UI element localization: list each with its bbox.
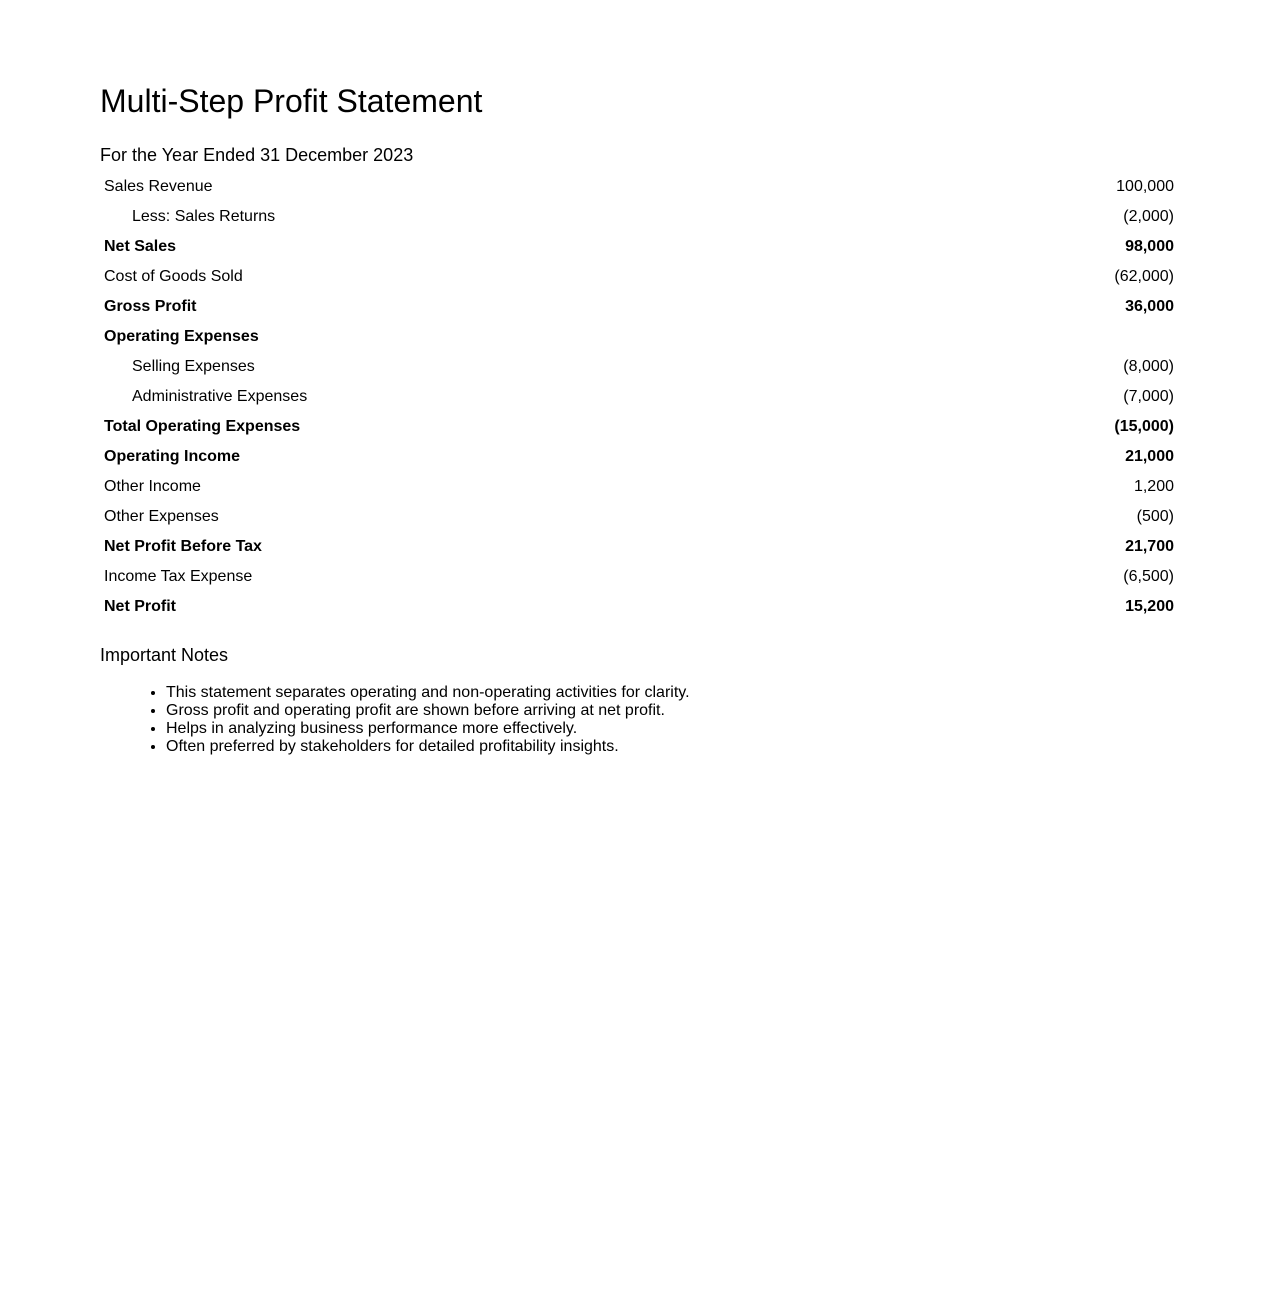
line-item-amount: (62,000) — [1114, 268, 1174, 285]
note-item: • Helps in analyzing business performance more effectively. — [166, 720, 690, 738]
line-item-label: Sales Revenue — [104, 178, 213, 195]
statement-row — [100, 592, 1178, 622]
statement-row — [100, 412, 1178, 442]
note-item: • Often preferred by stakeholders for detailed profitability insights. — [166, 738, 690, 756]
line-item-amount: 1,200 — [1133, 478, 1174, 495]
statement-row — [100, 202, 1178, 232]
line-item-amount: 100,000 — [1116, 178, 1174, 195]
statement-row — [100, 562, 1178, 592]
line-item-label: Cost of Goods Sold — [104, 268, 243, 285]
statement-row — [100, 502, 1178, 532]
line-item-amount: 21,700 — [1125, 538, 1174, 555]
line-item-amount: 21,000 — [1125, 448, 1174, 465]
line-item-amount: (6,500) — [1123, 568, 1174, 585]
line-item-label: Net Sales — [104, 238, 177, 255]
statement-row — [100, 232, 1178, 262]
notes-title: Important Notes — [100, 645, 229, 665]
line-item-amount: (500) — [1136, 508, 1174, 525]
profit-statement-table — [100, 172, 1178, 622]
statement-row — [100, 442, 1178, 472]
line-item-label: Net Profit — [104, 598, 176, 615]
line-item-label: Total Operating Expenses — [104, 418, 301, 435]
line-item-amount: (15,000) — [1114, 418, 1174, 435]
line-item-label: Operating Income — [104, 448, 241, 465]
line-item-label: Net Profit Before Tax — [104, 538, 262, 555]
line-item-label: Income Tax Expense — [104, 568, 253, 585]
line-item-label: Other Income — [104, 478, 201, 495]
statement-body — [100, 172, 1178, 622]
line-item-label: Operating Expenses — [104, 328, 259, 345]
statement-row — [100, 382, 1178, 412]
line-item-label: Gross Profit — [104, 298, 197, 315]
period-subtitle: For the Year Ended 31 December 2023 — [100, 145, 414, 165]
line-item-amount — [917, 322, 1178, 352]
line-item-label: Less: Sales Returns — [132, 208, 276, 225]
statement-row — [100, 262, 1178, 292]
statement-row — [100, 292, 1178, 322]
line-item-amount: (8,000) — [1123, 358, 1174, 375]
line-item-label: Administrative Expenses — [132, 388, 308, 405]
statement-row — [100, 322, 1178, 352]
line-item-amount: (7,000) — [1123, 388, 1174, 405]
line-item-amount: 15,200 — [1125, 598, 1174, 615]
line-item-amount: 36,000 — [1125, 298, 1174, 315]
line-item-label: Other Expenses — [104, 508, 219, 525]
note-item: • Gross profit and operating profit are shown before arriving at net profit. — [166, 702, 690, 720]
statement-row — [100, 172, 1178, 202]
line-item-amount: 98,000 — [1125, 238, 1174, 255]
line-item-label: Selling Expenses — [132, 358, 255, 375]
page-title: Multi-Step Profit Statement — [100, 83, 483, 119]
statement-row — [100, 472, 1178, 502]
line-item-amount: (2,000) — [1123, 208, 1174, 225]
note-item: • This statement separates operating and non-operating activities for clarity. — [166, 684, 690, 702]
statement-row — [100, 532, 1178, 562]
statement-row — [100, 352, 1178, 382]
notes-list — [100, 684, 690, 756]
